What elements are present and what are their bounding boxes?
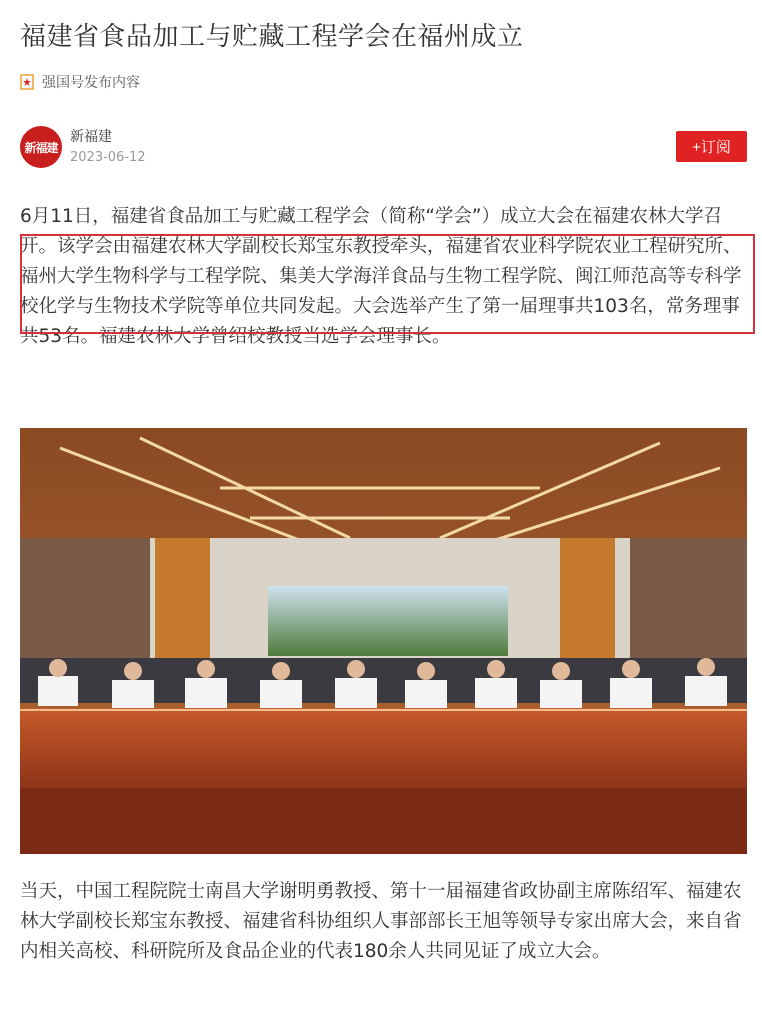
conference-photo	[20, 428, 747, 854]
source-line	[20, 72, 140, 92]
article-title: 福建省食品加工与贮藏工程学会在福州成立	[20, 22, 524, 52]
flag-icon	[20, 74, 34, 90]
author-name[interactable]: 新福建	[70, 129, 112, 145]
avatar[interactable]: 新福建	[20, 126, 62, 168]
source-label: 强国号发布内容	[42, 75, 140, 91]
author-meta	[70, 127, 146, 167]
subscribe-button[interactable]: +订阅	[676, 131, 747, 162]
author-block[interactable]	[20, 126, 146, 168]
publish-date: 2023-06-12	[70, 150, 146, 165]
article-paragraph-2: 当天，中国工程院院士南昌大学谢明勇教授、第十一届福建省政协副主席陈绍军、福建农林大学副校长郑宝东教授、福建省科协组织人事部部长王旭等领导专家出席大会，来自省内相关高校、科研院所及食品企业的代表180余人共同见证了成立大会。	[20, 881, 742, 962]
article-paragraph-1: 6月11日，福建省食品加工与贮藏工程学会（简称“学会”）成立大会在福建农林大学召开。该学会由福建农林大学副校长郑宝东教授牵头，福建省农业科学院农业工程研究所、福州大学生物科学与工程学院、集美大学海洋食品与生物工程学院、闽江师范高等专科学校化学与生物技术学院等单位共同发起。大会选举产生了第一届理事共103名，常务理事共53名。福建农林大学曾绍校教授当选学会理事长。	[20, 206, 742, 347]
